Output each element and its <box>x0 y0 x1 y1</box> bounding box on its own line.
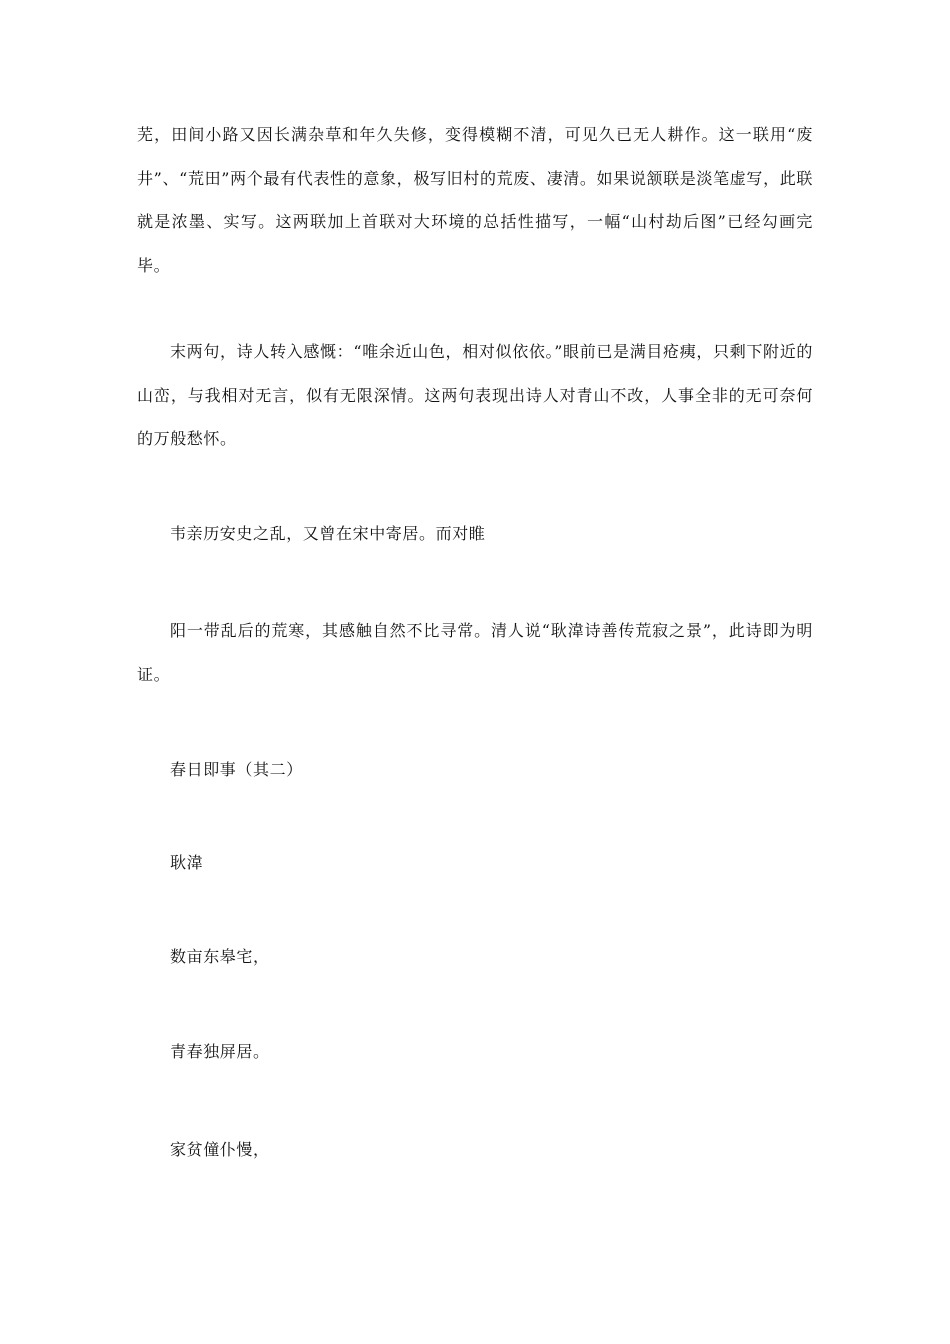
paragraph-conclusion: 阳一带乱后的荒寒，其感触自然不比寻常。清人说“耿湋诗善传荒寂之景”，此诗即为明证。 <box>137 621 813 684</box>
poem-line-2: 青春独屏居。 <box>170 1042 270 1061</box>
paragraph-analysis-neck-couplet: 芜，田间小路又因长满杂草和年久失修，变得模糊不清，可见久已无人耕作。这一联用“废井”、“荒田”两个最有代表性的意象，极写旧村的荒废、凄清。如果说颔联是淡笔虚写，此联就是浓墨、实写。这两联加上首联对大环境的总括性描写，一幅“山村劫后图”已经勾画完毕。 <box>137 125 813 275</box>
poem-line-3: 家贫僮仆慢， <box>170 1140 270 1159</box>
paragraph-poet-background: 韦亲历安史之乱，又曾在宋中寄居。而对睢 <box>170 524 486 543</box>
poem-author: 耿湋 <box>170 853 204 872</box>
paragraph-analysis-final-lines: 末两句，诗人转入感慨：“唯余近山色，相对似依依。”眼前已是满目疮痍，只剩下附近的山峦，与我相对无言，似有无限深情。这两句表现出诗人对青山不改，人事全非的无可奈何的万般愁怀。 <box>137 342 813 448</box>
poem-line-1: 数亩东皋宅， <box>170 947 270 966</box>
poem-title: 春日即事（其二） <box>170 760 303 779</box>
